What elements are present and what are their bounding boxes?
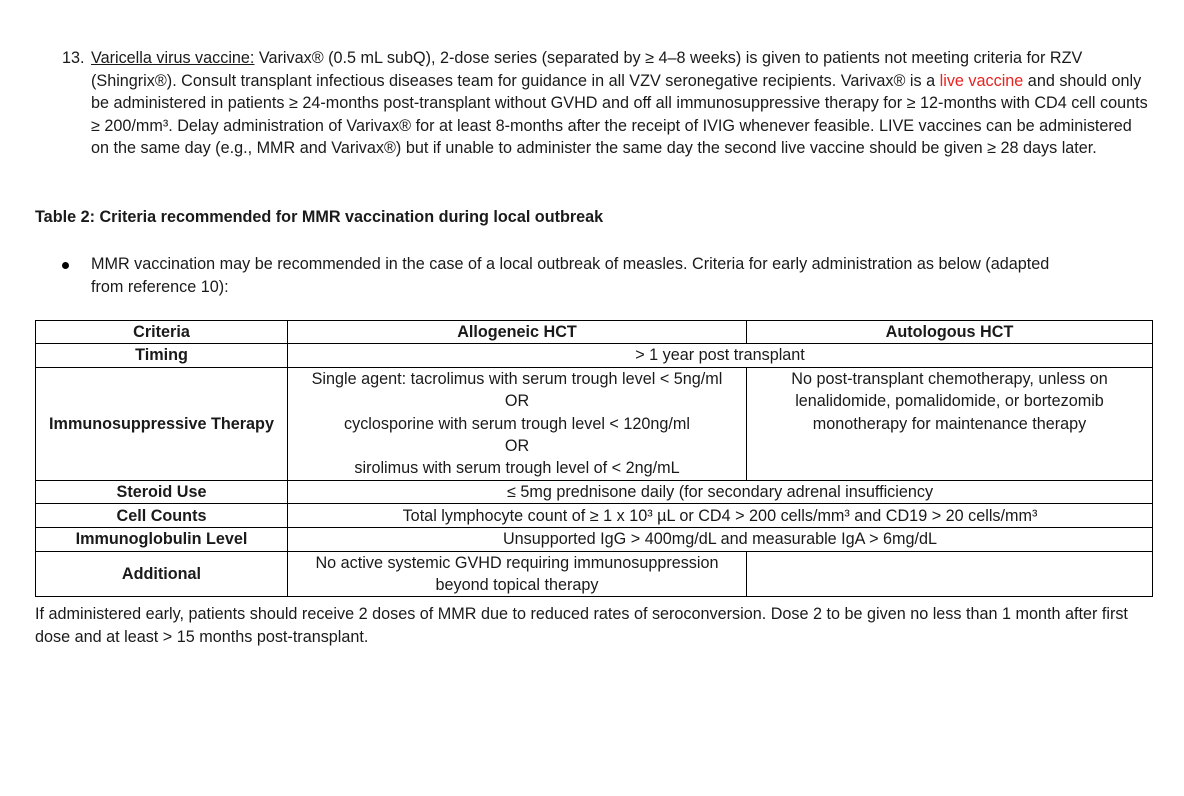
row-label-additional: Additional: [36, 551, 288, 597]
immuno-allogeneic-cell: [288, 367, 747, 480]
additional-allo-line: No active systemic GVHD requiring immunosuppression: [315, 553, 719, 572]
varicella-title: Varicella virus vaccine:: [91, 49, 255, 67]
header-allogeneic: Allogeneic HCT: [288, 321, 747, 344]
footer-note: If administered early, patients should receive 2 doses of MMR due to reduced rates of seroconversion. Dose 2 to be given no less than 1 month after first dose and at least > 15 months post-transplant.: [35, 605, 1128, 646]
table-row-immunoglobulin: [36, 528, 1153, 551]
bullet-dot-icon: [62, 262, 69, 269]
additional-allogeneic-cell: [288, 551, 747, 597]
row-label-timing: Timing: [36, 344, 288, 367]
immuno-allo-line: OR: [504, 392, 530, 411]
varicella-item: [62, 47, 1152, 160]
immuno-allo-line: Single agent: tacrolimus with serum trough level < 5ng/ml: [311, 369, 723, 388]
row-label-immunoglobulin: Immunoglobulin Level: [36, 528, 288, 551]
immuno-autologous-cell: [747, 367, 1153, 480]
table-header-row: [36, 321, 1153, 344]
row-label-immunosuppressive: Immunosuppressive Therapy: [36, 367, 288, 480]
bullet-item: [62, 253, 1062, 298]
varicella-paragraph: [91, 47, 1152, 160]
table-row-timing: [36, 344, 1153, 367]
immuno-auto-line: No post-transplant chemotherapy, unless on: [791, 369, 1108, 388]
header-criteria: Criteria: [36, 321, 288, 344]
table-heading: Table 2: Criteria recommended for MMR vaccination during local outbreak: [35, 208, 604, 226]
table-row-additional: [36, 551, 1153, 597]
table-row-steroid: [36, 480, 1153, 503]
immuno-allo-line: OR: [504, 437, 530, 456]
timing-value: > 1 year post transplant: [288, 344, 1153, 367]
live-vaccine-highlight: live vaccine: [939, 71, 1024, 90]
immuno-allo-line: cyclosporine with serum trough level < 120ng/ml: [344, 414, 690, 433]
steroid-value: ≤ 5mg prednisone daily (for secondary adrenal insufficiency: [288, 480, 1153, 503]
immuno-allo-line: sirolimus with serum trough level of < 2ng/mL: [354, 459, 680, 478]
immunoglobulin-value: Unsupported IgG > 400mg/dL and measurable IgA > 6mg/dL: [288, 528, 1153, 551]
additional-allo-line: beyond topical therapy: [435, 576, 599, 595]
varicella-text-part2: and should only be administered in patients ≥ 24-months post-transplant without GVHD and off all immunosuppressive therapy for ≥ 12-months with CD4 cell counts ≥ 200/mm³. Delay administration of Varivax® for at least 8-months after the receipt of IVIG whenever feasible. LIVE vaccines can be administered on the same day (e.g., MMR and Varivax®) but if unable to administer the same day the second live vaccine should be given ≥ 28 days later.: [91, 71, 1148, 158]
row-label-cell-counts: Cell Counts: [36, 504, 288, 528]
immuno-auto-line: lenalidomide, pomalidomide, or bortezomib: [795, 392, 1104, 411]
immuno-auto-line: monotherapy for maintenance therapy: [812, 414, 1087, 433]
item-number: 13.: [62, 49, 85, 67]
additional-autologous-cell: [747, 551, 1153, 597]
bullet-text: MMR vaccination may be recommended in the case of a local outbreak of measles. Criteria for early administration as below (adapted from reference 10):: [91, 255, 1050, 296]
mmr-criteria-table: [35, 320, 1153, 597]
cell-counts-value: Total lymphocyte count of ≥ 1 x 10³ µL or CD4 > 200 cells/mm³ and CD19 > 20 cells/mm³: [288, 504, 1153, 528]
header-autologous: Autologous HCT: [747, 321, 1153, 344]
varicella-text-part1: Varivax® (0.5 mL subQ), 2-dose series (separated by ≥ 4–8 weeks) is given to patients not meeting criteria for RZV (Shingrix®). Consult transplant infectious diseases team for guidance in all VZV seronegative recipients. Varivax® is a: [91, 49, 1083, 90]
table-row-immunosuppressive: [36, 367, 1153, 480]
table-row-cell-counts: [36, 504, 1153, 528]
row-label-steroid: Steroid Use: [36, 480, 288, 503]
